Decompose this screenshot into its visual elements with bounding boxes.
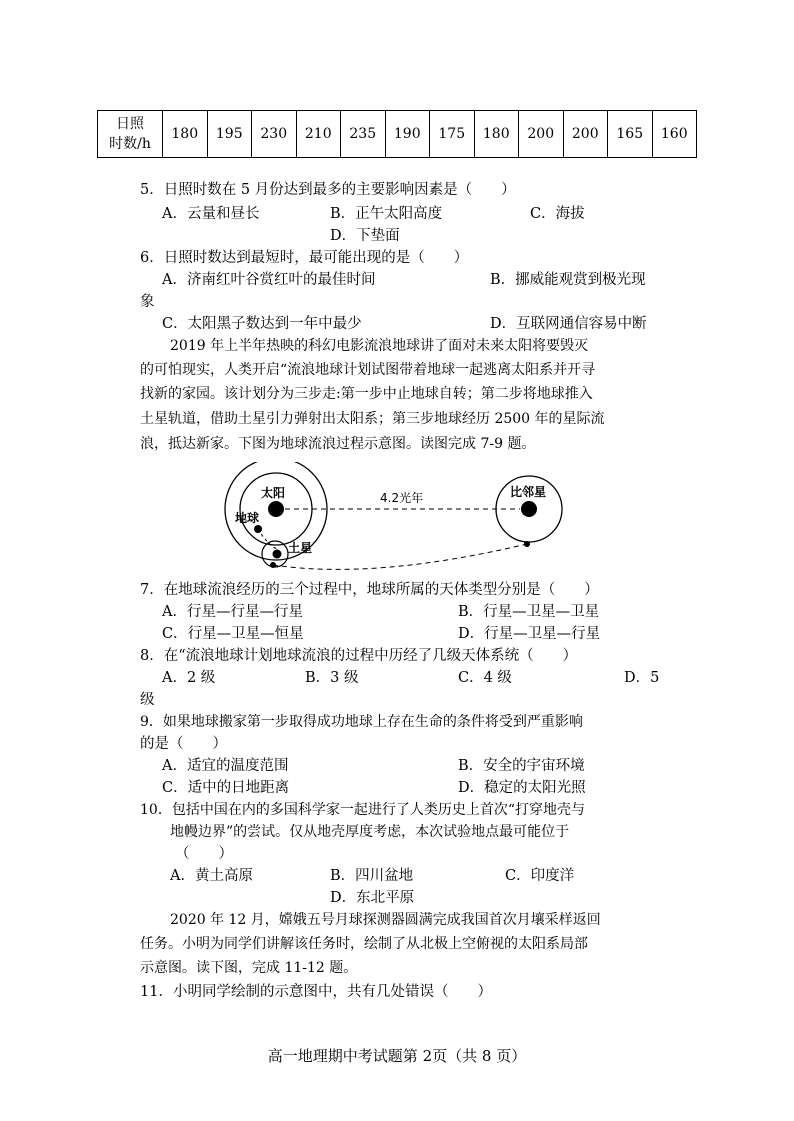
q7-option-a: A．行星—行星—行星 — [162, 604, 303, 620]
q7-stem: 7．在地球流浪经历的三个过程中，地球所属的天体类型分别是（ ） — [140, 582, 599, 598]
row-label — [98, 111, 163, 158]
q9-stem-line1: 9．如果地球搬家第一步取得成功地球上存在生命的条件将受到严重影响 — [140, 714, 583, 730]
q8-option-c: C．4 级 — [458, 670, 512, 686]
q8-option-b: B．3 级 — [305, 670, 359, 686]
row-label-line1: 日照 — [116, 116, 144, 132]
q6-option-a: A．济南红叶谷赏红叶的最佳时间 — [162, 272, 376, 288]
q10-stem-line3: （ ） — [175, 846, 233, 862]
table-cell: 210 — [296, 111, 341, 158]
q5-stem: 5．日照时数在 5 月份达到最多的主要影响因素是（ ） — [140, 182, 516, 198]
earth-arrival-icon — [524, 541, 530, 547]
earth-wandering-diagram — [215, 462, 575, 580]
proxima-star-icon — [521, 501, 537, 517]
proxima-label: 比邻星 — [510, 485, 547, 499]
earth-label: 地球 — [235, 511, 260, 525]
sun-label: 太阳 — [261, 486, 286, 500]
table-cell: 230 — [252, 111, 297, 158]
q8-option-a: A．2 级 — [162, 670, 216, 686]
table-cell: 165 — [608, 111, 653, 158]
q9-option-b: B．安全的宇宙环境 — [458, 758, 585, 774]
q6-option-d: D．互联网通信容易中断 — [490, 316, 647, 332]
q5-option-b: B．正午太阳高度 — [330, 206, 443, 222]
q6-option-b: B．挪威能观赏到极光现 — [490, 272, 646, 288]
q9-option-d: D．稳定的太阳光照 — [458, 780, 586, 796]
q11-stem: 11．小明同学绘制的示意图中，共有几处错误（ ） — [140, 984, 492, 1000]
table-cell: 160 — [652, 111, 697, 158]
q7-option-d: D．行星—卫星—行星 — [458, 626, 601, 642]
page-footer: 高一地理期中考试题第 2页（共 8 页） — [267, 1047, 527, 1065]
table-row — [98, 111, 697, 158]
q9-option-c: C．适中的日地距离 — [162, 780, 290, 796]
saturn-icon — [273, 550, 282, 559]
table-cell: 175 — [430, 111, 475, 158]
passage1-line2: 的可怕现实，人类开启“流浪地球计划试图带着地球一起逃离太阳系并开寻 — [140, 362, 596, 378]
q6-stem: 6．日照时数达到最短时，最可能出现的是（ ） — [140, 250, 469, 266]
table-cell: 180 — [474, 111, 519, 158]
sun-icon — [268, 501, 284, 517]
passage2-line3: 示意图。读下图，完成 11-12 题。 — [140, 960, 358, 976]
q10-stem-line2: 地幔边界”的尝试。仅从地壳厚度考虑，本次试验地点最可能位于 — [170, 824, 570, 840]
sunshine-hours-table — [97, 110, 697, 158]
table-cell: 180 — [163, 111, 208, 158]
q8-option-d: D．5 — [624, 670, 660, 686]
q10-option-a: A．黄土高原 — [170, 868, 253, 884]
q7-option-c: C．行星—卫星—恒星 — [162, 626, 304, 642]
q6-option-c: C．太阳黑子数达到一年中最少 — [162, 316, 362, 332]
q8-stem: 8．在“流浪地球计划地球流浪的过程中历经了几级天体系统（ ） — [140, 648, 578, 664]
passage1-line3: 找新的家园。该计划分为三步走:第一步中止地球自转；第二步将地球推入 — [140, 386, 593, 402]
table-cell: 200 — [563, 111, 608, 158]
path-to-saturn — [258, 529, 277, 549]
q5-option-c: C．海拔 — [530, 206, 585, 222]
passage2-line1: 2020 年 12 月，嫦娥五号月球探测器圆满完成我国首次月壤采样返回 — [170, 912, 601, 928]
distance-label: 4.2光年 — [380, 491, 424, 505]
row-label-line2: 时数/h — [109, 136, 151, 152]
table-cell: 190 — [385, 111, 430, 158]
q8-option-d-wrap: 级 — [140, 692, 155, 708]
q10-option-d: D．东北平原 — [330, 890, 415, 906]
passage1-line1: 2019 年上半年热映的科幻电影流浪地球讲了面对未来太阳将要毁灭 — [170, 338, 589, 354]
table-cell: 195 — [207, 111, 252, 158]
passage2-line2: 任务。小明为同学们讲解该任务时，绘制了从北极上空俯视的太阳系局部 — [140, 936, 588, 952]
passage1-line5: 浪，抵达新家。下图为地球流浪过程示意图。读图完成 7-9 题。 — [140, 436, 536, 452]
q5-option-d: D．下垫面 — [330, 228, 400, 244]
q10-option-b: B．四川盆地 — [330, 868, 414, 884]
passage1-line4: 土星轨道，借助土星引力弹射出太阳系；第三步地球经历 2500 年的星际流 — [140, 411, 605, 427]
q9-option-a: A．适宜的温度范围 — [162, 758, 289, 774]
q10-option-c: C．印度洋 — [505, 868, 575, 884]
table-cell: 200 — [519, 111, 564, 158]
q9-stem-line2: 的是（ ） — [140, 736, 227, 752]
q7-option-b: B．行星—卫星—卫星 — [458, 604, 600, 620]
q10-stem-line1: 10．包括中国在内的多国科学家一起进行了人类历史上首次“打穿地壳与 — [140, 802, 585, 818]
saturn-label: 土星 — [288, 541, 313, 555]
table-cell: 235 — [341, 111, 386, 158]
q6-option-b-wrap: 象 — [140, 294, 155, 310]
q5-option-a: A．云量和昼长 — [162, 206, 260, 222]
